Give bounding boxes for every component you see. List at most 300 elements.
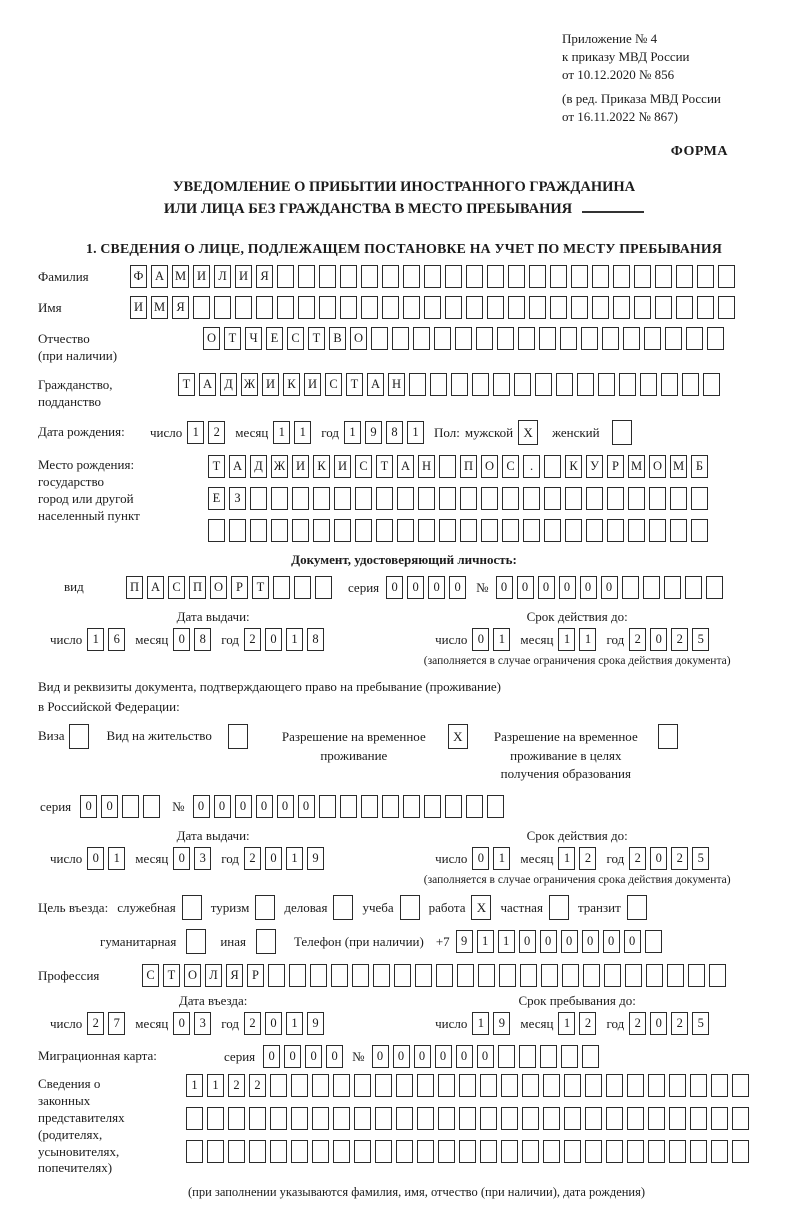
char-cell[interactable]: С <box>502 455 519 478</box>
char-cell[interactable]: 2 <box>671 628 688 651</box>
char-cell[interactable]: 1 <box>87 628 104 651</box>
char-cell[interactable]: 0 <box>87 847 104 870</box>
char-cell[interactable] <box>703 373 720 396</box>
char-cell[interactable] <box>334 487 351 510</box>
char-cell[interactable] <box>445 265 462 288</box>
char-cell[interactable] <box>640 373 657 396</box>
char-cell[interactable]: М <box>172 265 189 288</box>
residence-permit-checkbox[interactable] <box>228 724 248 749</box>
char-cell[interactable] <box>340 296 357 319</box>
char-cell[interactable] <box>544 487 561 510</box>
char-cell[interactable] <box>665 327 682 350</box>
char-cell[interactable] <box>645 930 662 953</box>
char-cell[interactable]: Т <box>178 373 195 396</box>
char-cell[interactable] <box>711 1074 728 1097</box>
char-cell[interactable]: К <box>565 455 582 478</box>
char-cell[interactable] <box>334 519 351 542</box>
char-cell[interactable] <box>375 1074 392 1097</box>
char-cell[interactable] <box>271 487 288 510</box>
char-cell[interactable]: 2 <box>244 1012 261 1035</box>
char-cell[interactable] <box>355 519 372 542</box>
char-cell[interactable] <box>523 519 540 542</box>
char-cell[interactable] <box>396 1107 413 1130</box>
purpose-checkbox-turizm[interactable] <box>255 895 275 920</box>
char-cell[interactable]: 0 <box>173 628 190 651</box>
char-cell[interactable]: 9 <box>365 421 382 444</box>
char-cell[interactable]: 1 <box>472 1012 489 1035</box>
char-cell[interactable]: Л <box>205 964 222 987</box>
char-cell[interactable] <box>619 373 636 396</box>
char-cell[interactable]: О <box>481 455 498 478</box>
char-cell[interactable]: Б <box>691 455 708 478</box>
char-cell[interactable] <box>207 1107 224 1130</box>
purpose-checkbox-rabota[interactable]: X <box>471 895 491 920</box>
char-cell[interactable]: И <box>130 296 147 319</box>
char-cell[interactable] <box>417 1140 434 1163</box>
char-cell[interactable]: С <box>142 964 159 987</box>
char-cell[interactable] <box>193 296 210 319</box>
char-cell[interactable]: 0 <box>173 1012 190 1035</box>
char-cell[interactable]: 0 <box>449 576 466 599</box>
char-cell[interactable]: А <box>199 373 216 396</box>
char-cell[interactable]: 1 <box>407 421 424 444</box>
char-cell[interactable] <box>627 1074 644 1097</box>
char-cell[interactable] <box>409 373 426 396</box>
char-cell[interactable] <box>340 795 357 818</box>
char-cell[interactable] <box>502 487 519 510</box>
char-cell[interactable] <box>396 1074 413 1097</box>
char-cell[interactable] <box>561 1045 578 1068</box>
char-cell[interactable] <box>661 373 678 396</box>
char-cell[interactable]: 1 <box>286 628 303 651</box>
char-cell[interactable]: 1 <box>207 1074 224 1097</box>
char-cell[interactable]: 8 <box>386 421 403 444</box>
char-cell[interactable]: 9 <box>456 930 473 953</box>
char-cell[interactable]: П <box>189 576 206 599</box>
char-cell[interactable] <box>622 576 639 599</box>
char-cell[interactable] <box>606 1140 623 1163</box>
char-cell[interactable]: 2 <box>244 628 261 651</box>
char-cell[interactable] <box>413 327 430 350</box>
char-cell[interactable] <box>298 296 315 319</box>
char-cell[interactable] <box>613 265 630 288</box>
edu-permit-checkbox[interactable] <box>658 724 678 749</box>
char-cell[interactable] <box>417 1074 434 1097</box>
char-cell[interactable] <box>291 1074 308 1097</box>
char-cell[interactable] <box>438 1140 455 1163</box>
char-cell[interactable] <box>514 373 531 396</box>
char-cell[interactable]: 7 <box>108 1012 125 1035</box>
char-cell[interactable] <box>508 265 525 288</box>
char-cell[interactable] <box>143 795 160 818</box>
char-cell[interactable]: С <box>355 455 372 478</box>
char-cell[interactable] <box>313 487 330 510</box>
char-cell[interactable] <box>544 519 561 542</box>
char-cell[interactable] <box>709 964 726 987</box>
char-cell[interactable]: Ж <box>271 455 288 478</box>
char-cell[interactable] <box>539 327 556 350</box>
char-cell[interactable] <box>460 519 477 542</box>
char-cell[interactable] <box>541 964 558 987</box>
char-cell[interactable] <box>583 964 600 987</box>
char-cell[interactable]: Д <box>250 455 267 478</box>
char-cell[interactable]: А <box>151 265 168 288</box>
visa-checkbox[interactable] <box>69 724 89 749</box>
char-cell[interactable]: Е <box>208 487 225 510</box>
char-cell[interactable]: 9 <box>307 847 324 870</box>
char-cell[interactable] <box>562 964 579 987</box>
char-cell[interactable] <box>487 795 504 818</box>
char-cell[interactable] <box>361 296 378 319</box>
char-cell[interactable] <box>271 519 288 542</box>
char-cell[interactable]: Л <box>214 265 231 288</box>
char-cell[interactable] <box>270 1107 287 1130</box>
char-cell[interactable]: 1 <box>273 421 290 444</box>
purpose-checkbox-inaya[interactable] <box>256 929 276 954</box>
char-cell[interactable] <box>331 964 348 987</box>
char-cell[interactable] <box>430 373 447 396</box>
char-cell[interactable]: А <box>367 373 384 396</box>
char-cell[interactable]: 0 <box>372 1045 389 1068</box>
char-cell[interactable]: 0 <box>650 1012 667 1035</box>
char-cell[interactable] <box>718 296 735 319</box>
char-cell[interactable] <box>499 964 516 987</box>
char-cell[interactable] <box>697 296 714 319</box>
char-cell[interactable]: 0 <box>101 795 118 818</box>
char-cell[interactable] <box>613 296 630 319</box>
char-cell[interactable] <box>518 327 535 350</box>
char-cell[interactable] <box>670 519 687 542</box>
char-cell[interactable]: 2 <box>228 1074 245 1097</box>
char-cell[interactable]: 5 <box>692 628 709 651</box>
char-cell[interactable]: 0 <box>582 930 599 953</box>
char-cell[interactable] <box>466 265 483 288</box>
char-cell[interactable] <box>397 519 414 542</box>
char-cell[interactable]: 1 <box>187 421 204 444</box>
char-cell[interactable] <box>634 265 651 288</box>
char-cell[interactable] <box>691 487 708 510</box>
char-cell[interactable] <box>445 795 462 818</box>
char-cell[interactable] <box>604 964 621 987</box>
char-cell[interactable]: 3 <box>194 1012 211 1035</box>
char-cell[interactable] <box>487 265 504 288</box>
char-cell[interactable]: Р <box>231 576 248 599</box>
char-cell[interactable] <box>438 1074 455 1097</box>
char-cell[interactable]: 0 <box>561 930 578 953</box>
char-cell[interactable] <box>298 265 315 288</box>
char-cell[interactable]: 0 <box>428 576 445 599</box>
char-cell[interactable]: У <box>586 455 603 478</box>
char-cell[interactable]: М <box>628 455 645 478</box>
char-cell[interactable] <box>394 964 411 987</box>
char-cell[interactable]: 1 <box>558 847 575 870</box>
char-cell[interactable]: 1 <box>286 847 303 870</box>
char-cell[interactable] <box>354 1107 371 1130</box>
char-cell[interactable] <box>480 1107 497 1130</box>
char-cell[interactable]: 1 <box>344 421 361 444</box>
char-cell[interactable]: А <box>147 576 164 599</box>
char-cell[interactable]: 2 <box>579 1012 596 1035</box>
char-cell[interactable] <box>732 1107 749 1130</box>
char-cell[interactable]: Т <box>376 455 393 478</box>
char-cell[interactable] <box>634 296 651 319</box>
char-cell[interactable]: С <box>287 327 304 350</box>
char-cell[interactable]: С <box>325 373 342 396</box>
char-cell[interactable] <box>627 1107 644 1130</box>
char-cell[interactable]: Ж <box>241 373 258 396</box>
char-cell[interactable] <box>565 487 582 510</box>
char-cell[interactable]: 2 <box>87 1012 104 1035</box>
char-cell[interactable] <box>436 964 453 987</box>
char-cell[interactable] <box>690 1140 707 1163</box>
char-cell[interactable] <box>520 964 537 987</box>
char-cell[interactable] <box>375 1140 392 1163</box>
char-cell[interactable] <box>676 265 693 288</box>
char-cell[interactable] <box>585 1107 602 1130</box>
char-cell[interactable] <box>649 519 666 542</box>
char-cell[interactable]: 0 <box>472 628 489 651</box>
char-cell[interactable] <box>291 1140 308 1163</box>
char-cell[interactable] <box>606 1074 623 1097</box>
char-cell[interactable]: 0 <box>496 576 513 599</box>
char-cell[interactable]: З <box>229 487 246 510</box>
char-cell[interactable]: 0 <box>386 576 403 599</box>
char-cell[interactable] <box>354 1074 371 1097</box>
char-cell[interactable] <box>249 1107 266 1130</box>
char-cell[interactable] <box>319 795 336 818</box>
char-cell[interactable] <box>535 373 552 396</box>
char-cell[interactable]: 1 <box>558 628 575 651</box>
char-cell[interactable]: П <box>126 576 143 599</box>
char-cell[interactable]: 0 <box>284 1045 301 1068</box>
char-cell[interactable] <box>529 265 546 288</box>
char-cell[interactable] <box>529 296 546 319</box>
char-cell[interactable]: Т <box>346 373 363 396</box>
char-cell[interactable]: М <box>670 455 687 478</box>
char-cell[interactable]: Т <box>224 327 241 350</box>
char-cell[interactable]: 1 <box>493 628 510 651</box>
purpose-checkbox-gumanitarnaya[interactable] <box>186 929 206 954</box>
char-cell[interactable] <box>711 1107 728 1130</box>
char-cell[interactable]: О <box>210 576 227 599</box>
char-cell[interactable] <box>628 519 645 542</box>
char-cell[interactable]: 2 <box>579 847 596 870</box>
char-cell[interactable] <box>502 519 519 542</box>
char-cell[interactable]: С <box>168 576 185 599</box>
char-cell[interactable] <box>214 296 231 319</box>
char-cell[interactable] <box>403 296 420 319</box>
char-cell[interactable] <box>501 1107 518 1130</box>
char-cell[interactable] <box>371 327 388 350</box>
char-cell[interactable] <box>438 1107 455 1130</box>
purpose-checkbox-sluzhebnaya[interactable] <box>182 895 202 920</box>
char-cell[interactable]: 0 <box>650 847 667 870</box>
char-cell[interactable] <box>543 1074 560 1097</box>
char-cell[interactable]: 0 <box>456 1045 473 1068</box>
char-cell[interactable] <box>312 1140 329 1163</box>
char-cell[interactable] <box>460 487 477 510</box>
char-cell[interactable] <box>565 519 582 542</box>
char-cell[interactable] <box>625 964 642 987</box>
char-cell[interactable] <box>445 296 462 319</box>
char-cell[interactable] <box>649 487 666 510</box>
char-cell[interactable]: 0 <box>477 1045 494 1068</box>
purpose-checkbox-ucheba[interactable] <box>400 895 420 920</box>
char-cell[interactable]: 0 <box>305 1045 322 1068</box>
char-cell[interactable] <box>270 1074 287 1097</box>
char-cell[interactable]: Т <box>252 576 269 599</box>
char-cell[interactable] <box>361 795 378 818</box>
char-cell[interactable]: 2 <box>249 1074 266 1097</box>
char-cell[interactable] <box>417 1107 434 1130</box>
char-cell[interactable]: 0 <box>472 847 489 870</box>
char-cell[interactable]: 1 <box>294 421 311 444</box>
char-cell[interactable]: . <box>523 455 540 478</box>
char-cell[interactable]: 0 <box>517 576 534 599</box>
char-cell[interactable] <box>333 1074 350 1097</box>
char-cell[interactable]: Ф <box>130 265 147 288</box>
char-cell[interactable]: Я <box>226 964 243 987</box>
char-cell[interactable] <box>607 519 624 542</box>
char-cell[interactable]: 0 <box>540 930 557 953</box>
char-cell[interactable]: Ч <box>245 327 262 350</box>
char-cell[interactable] <box>319 296 336 319</box>
char-cell[interactable] <box>478 964 495 987</box>
char-cell[interactable]: 0 <box>263 1045 280 1068</box>
char-cell[interactable] <box>424 296 441 319</box>
char-cell[interactable] <box>571 296 588 319</box>
char-cell[interactable]: 0 <box>407 576 424 599</box>
char-cell[interactable] <box>382 795 399 818</box>
char-cell[interactable]: А <box>229 455 246 478</box>
char-cell[interactable]: 2 <box>629 847 646 870</box>
char-cell[interactable]: 2 <box>629 1012 646 1035</box>
char-cell[interactable]: 0 <box>624 930 641 953</box>
char-cell[interactable] <box>481 519 498 542</box>
char-cell[interactable] <box>459 1140 476 1163</box>
char-cell[interactable]: 0 <box>601 576 618 599</box>
char-cell[interactable] <box>522 1140 539 1163</box>
char-cell[interactable]: 0 <box>235 795 252 818</box>
char-cell[interactable] <box>648 1107 665 1130</box>
char-cell[interactable]: 9 <box>307 1012 324 1035</box>
char-cell[interactable]: Т <box>308 327 325 350</box>
char-cell[interactable] <box>667 964 684 987</box>
char-cell[interactable] <box>186 1140 203 1163</box>
char-cell[interactable]: 0 <box>603 930 620 953</box>
char-cell[interactable]: 1 <box>493 847 510 870</box>
char-cell[interactable] <box>250 519 267 542</box>
char-cell[interactable]: 0 <box>650 628 667 651</box>
char-cell[interactable] <box>623 327 640 350</box>
char-cell[interactable] <box>361 265 378 288</box>
char-cell[interactable] <box>607 487 624 510</box>
char-cell[interactable] <box>207 1140 224 1163</box>
char-cell[interactable] <box>592 265 609 288</box>
char-cell[interactable] <box>376 487 393 510</box>
char-cell[interactable] <box>544 455 561 478</box>
char-cell[interactable]: 0 <box>256 795 273 818</box>
char-cell[interactable] <box>498 1045 515 1068</box>
char-cell[interactable] <box>375 1107 392 1130</box>
char-cell[interactable] <box>459 1107 476 1130</box>
char-cell[interactable]: Т <box>208 455 225 478</box>
char-cell[interactable] <box>315 576 332 599</box>
char-cell[interactable]: 0 <box>265 628 282 651</box>
char-cell[interactable] <box>292 519 309 542</box>
char-cell[interactable] <box>543 1140 560 1163</box>
char-cell[interactable] <box>397 487 414 510</box>
char-cell[interactable] <box>550 265 567 288</box>
char-cell[interactable]: Т <box>163 964 180 987</box>
char-cell[interactable] <box>480 1074 497 1097</box>
char-cell[interactable] <box>472 373 489 396</box>
char-cell[interactable]: 8 <box>307 628 324 651</box>
purpose-checkbox-delovaya[interactable] <box>333 895 353 920</box>
char-cell[interactable]: Е <box>266 327 283 350</box>
char-cell[interactable] <box>586 519 603 542</box>
char-cell[interactable] <box>291 1107 308 1130</box>
char-cell[interactable] <box>354 1140 371 1163</box>
char-cell[interactable]: 0 <box>80 795 97 818</box>
char-cell[interactable] <box>313 519 330 542</box>
char-cell[interactable] <box>564 1140 581 1163</box>
char-cell[interactable]: 1 <box>477 930 494 953</box>
char-cell[interactable] <box>424 265 441 288</box>
char-cell[interactable]: О <box>649 455 666 478</box>
char-cell[interactable] <box>376 519 393 542</box>
char-cell[interactable] <box>550 296 567 319</box>
char-cell[interactable] <box>508 296 525 319</box>
char-cell[interactable] <box>543 1107 560 1130</box>
char-cell[interactable]: Н <box>418 455 435 478</box>
char-cell[interactable]: 0 <box>298 795 315 818</box>
char-cell[interactable] <box>457 964 474 987</box>
char-cell[interactable] <box>312 1074 329 1097</box>
char-cell[interactable]: 0 <box>538 576 555 599</box>
char-cell[interactable] <box>707 327 724 350</box>
char-cell[interactable] <box>476 327 493 350</box>
char-cell[interactable] <box>373 964 390 987</box>
char-cell[interactable]: 9 <box>493 1012 510 1035</box>
char-cell[interactable] <box>451 373 468 396</box>
char-cell[interactable] <box>249 1140 266 1163</box>
char-cell[interactable] <box>439 487 456 510</box>
char-cell[interactable] <box>340 265 357 288</box>
char-cell[interactable]: 1 <box>286 1012 303 1035</box>
char-cell[interactable] <box>292 487 309 510</box>
char-cell[interactable] <box>493 373 510 396</box>
char-cell[interactable] <box>644 327 661 350</box>
char-cell[interactable] <box>690 1107 707 1130</box>
char-cell[interactable] <box>598 373 615 396</box>
char-cell[interactable]: О <box>350 327 367 350</box>
char-cell[interactable] <box>434 327 451 350</box>
char-cell[interactable]: А <box>397 455 414 478</box>
char-cell[interactable]: И <box>304 373 321 396</box>
char-cell[interactable] <box>392 327 409 350</box>
char-cell[interactable]: 0 <box>435 1045 452 1068</box>
char-cell[interactable] <box>522 1074 539 1097</box>
char-cell[interactable] <box>270 1140 287 1163</box>
char-cell[interactable]: И <box>262 373 279 396</box>
char-cell[interactable]: 1 <box>498 930 515 953</box>
char-cell[interactable]: Р <box>247 964 264 987</box>
char-cell[interactable]: 2 <box>671 847 688 870</box>
char-cell[interactable] <box>688 964 705 987</box>
char-cell[interactable] <box>122 795 139 818</box>
char-cell[interactable] <box>697 265 714 288</box>
